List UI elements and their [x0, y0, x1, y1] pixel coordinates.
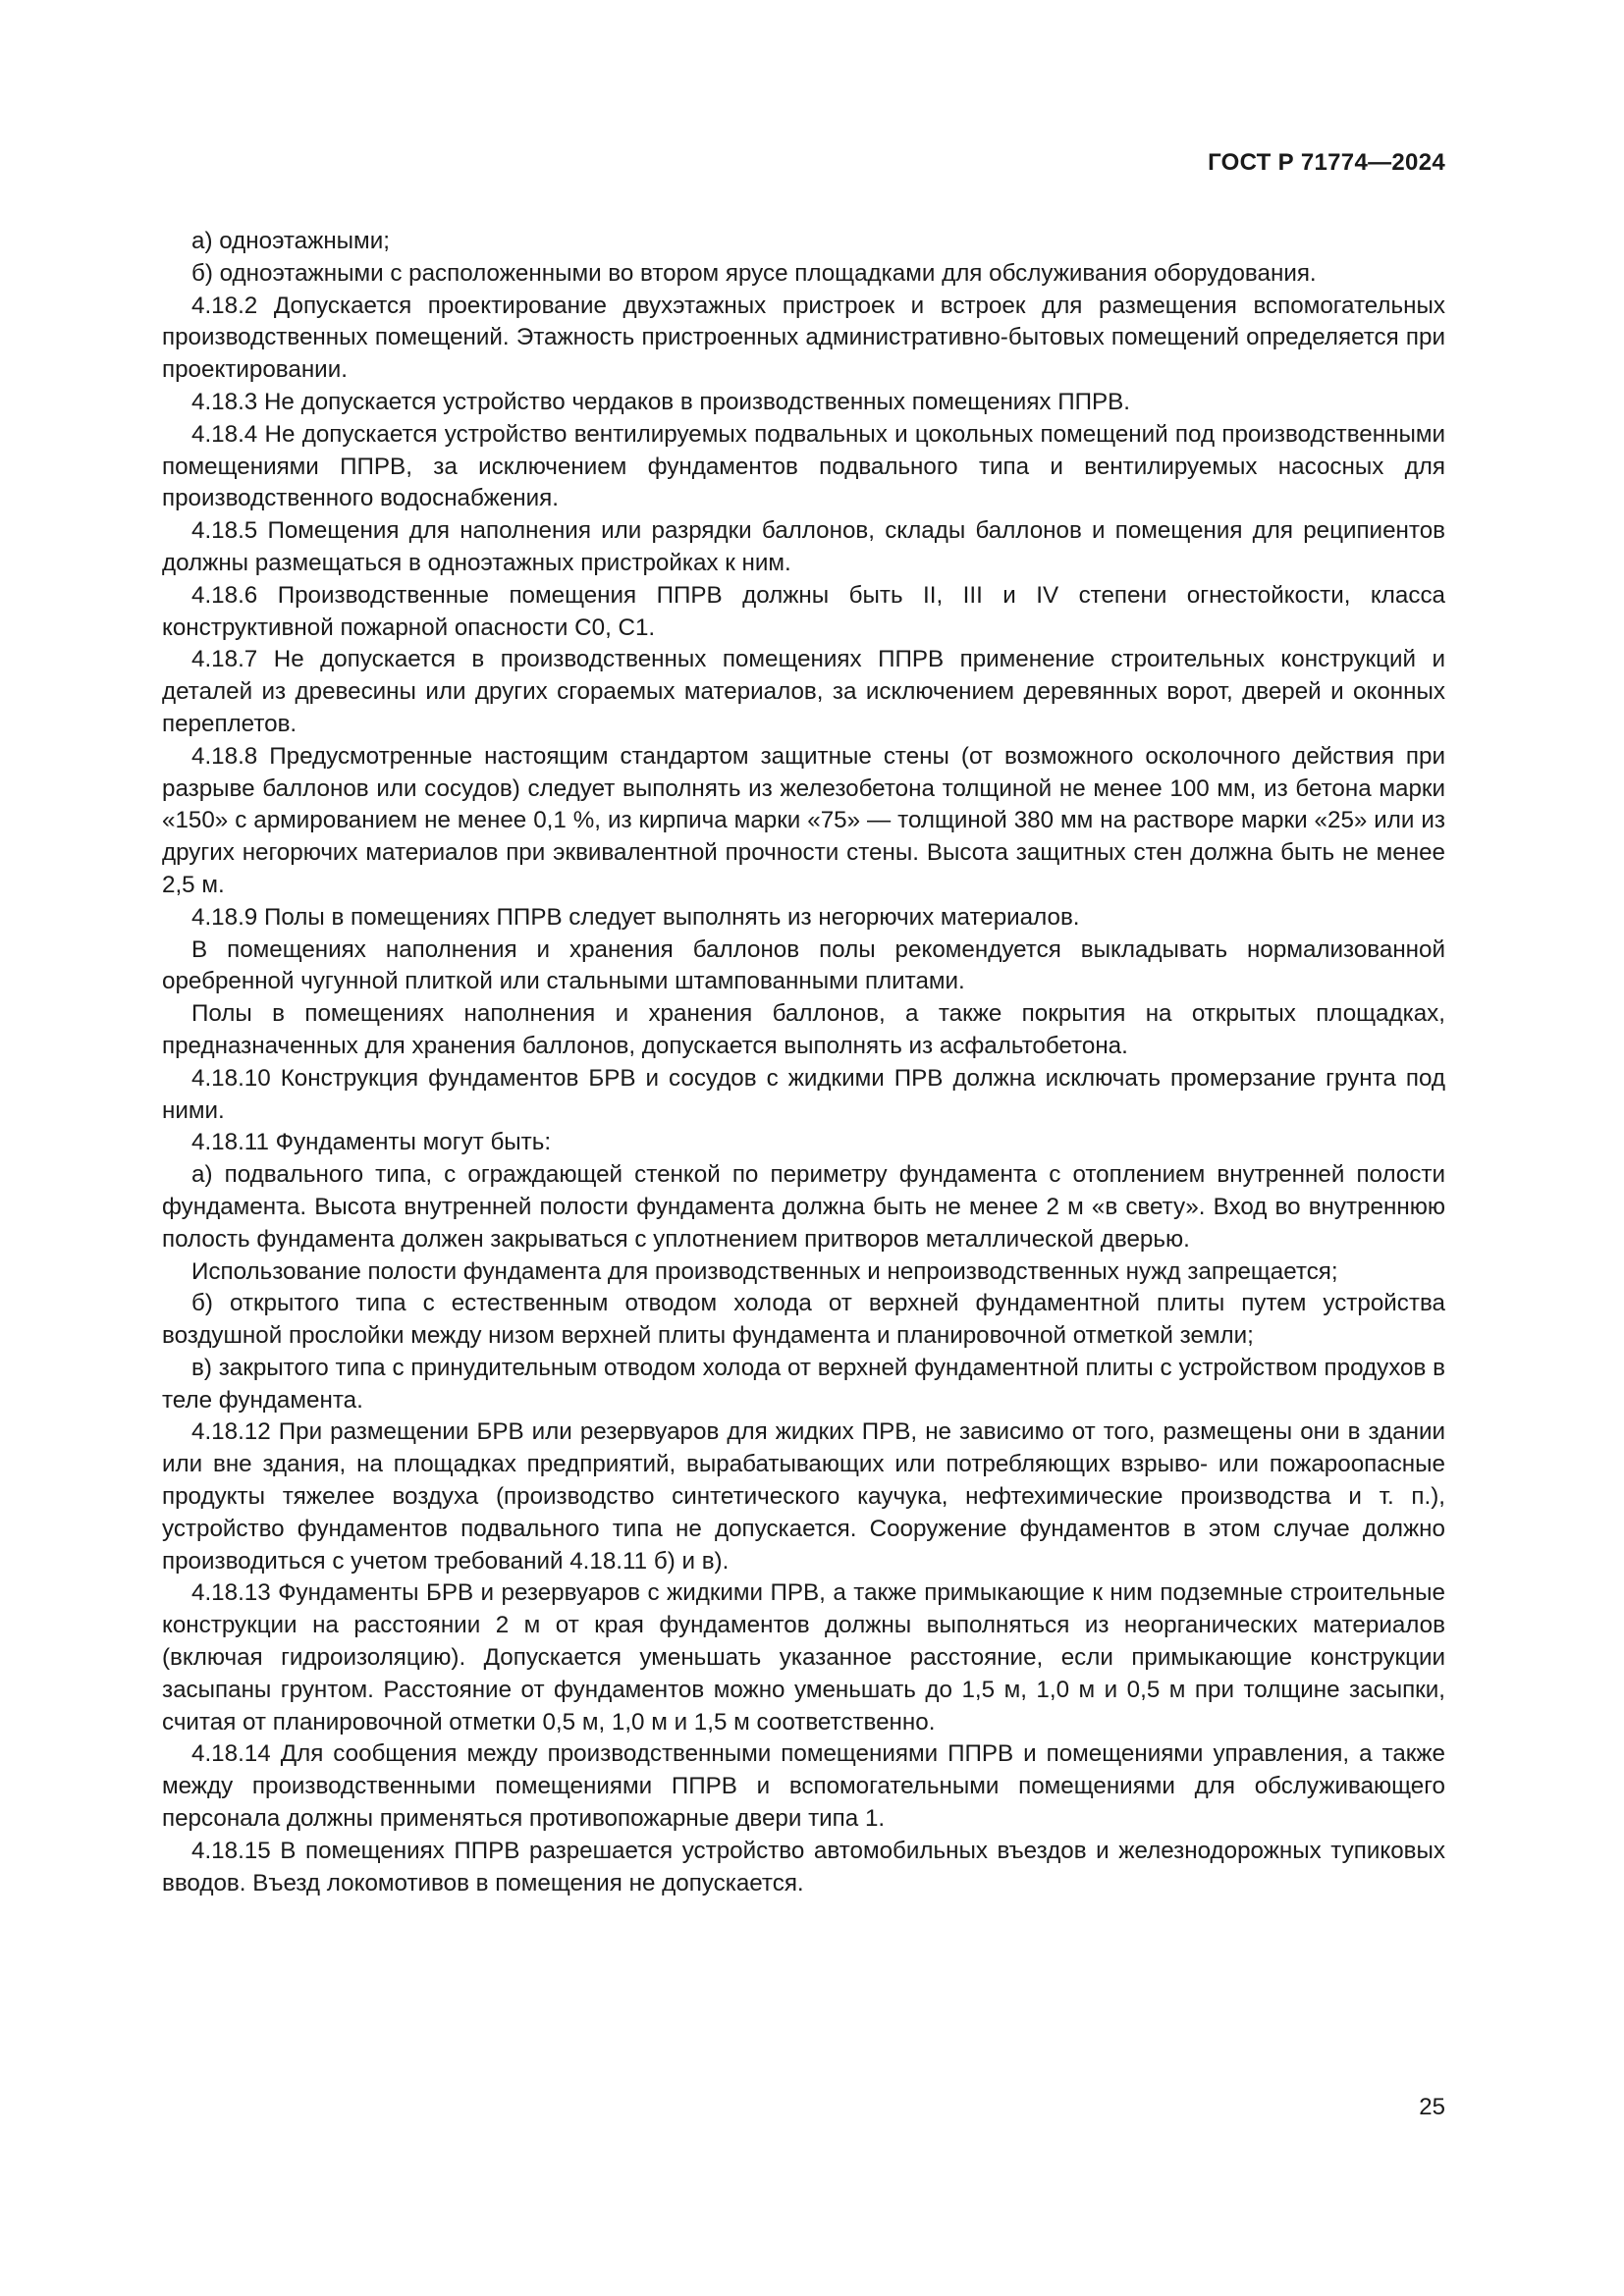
paragraph-item-a: а) одноэтажными; — [191, 228, 390, 254]
paragraph-4-18-4: 4.18.4 Не допускается устройство вентилируемых подвальных и цокольных помещений под производственными помещениями ППРВ, за исключением фундаментов подвального типа и вентилируемых насосных для производственного водоснабжения. — [162, 420, 1445, 512]
paragraph-foundation-b: б) открытого типа с естественным отводом холода от верхней фундаментной плиты путем устройства воздушной прослойки между низом верхней плиты фундамента и планировочной отметкой земли; — [162, 1290, 1445, 1350]
page-number: 25 — [1419, 2094, 1445, 2120]
paragraph-4-18-13: 4.18.13 Фундаменты БРВ и резервуаров с жидкими ПРВ, а также примыкающие к ним подземные строительные конструкции на расстоянии 2 м от края фундаментов должны выполняться из неорганических материалов (включая гидроизоляцию). Допускается уменьшать указанное расстояние, если примыкающие конструкции засыпаны грунтом. Расстояние от фундаментов можно уменьшать до 1,5 м, 1,0 м и 0,5 м при толщине засыпки, считая от планировочной отметки 0,5 м, 1,0 м и 1,5 м соответственно. — [162, 1579, 1445, 1735]
paragraph-4-18-11: 4.18.11 Фундаменты могут быть: — [191, 1129, 552, 1156]
paragraph-foundation-cavity-use: Использование полости фундамента для производственных и непроизводственных нужд запрещается; — [191, 1257, 1338, 1285]
paragraph-floors-filling: В помещениях наполнения и хранения баллонов полы рекомендуется выкладывать нормализованной оребренной чугунной плиткой или стальными штампованными плитами. — [162, 935, 1445, 995]
paragraph-floors-asphalt: Полы в помещениях наполнения и хранения баллонов, а также покрытия на открытых площадках, предназначенных для хранения баллонов, допускается выполнять из асфальтобетона. — [162, 1000, 1445, 1059]
paragraph-4-18-14: 4.18.14 Для сообщения между производственными помещениями ППРВ и помещениями управления, а также между производственными помещениями ППРВ и вспомогательными помещениями для обслуживающего персонала должны применяться противопожарные двери типа 1. — [162, 1740, 1445, 1833]
standard-code-header: ГОСТ Р 71774—2024 — [1208, 149, 1445, 176]
document-body — [162, 226, 1445, 1899]
paragraph-4-18-12: 4.18.12 При размещении БРВ или резервуаров для жидких ПРВ, не зависимо от того, размещены они в здании или вне здания, на площадках предприятий, вырабатывающих или потребляющих взрыво- или пожароопасные продукты тяжелее воздуха (производство синтетического каучука, нефтехимические производства и т. п.), устройство фундаментов подвального типа не допускается. Сооружение фундаментов в этом случае должно производиться с учетом требований 4.18.11 б) и в). — [162, 1418, 1445, 1575]
paragraph-4-18-8: 4.18.8 Предусмотренные настоящим стандартом защитные стены (от возможного осколочного действия при разрыве баллонов или сосудов) следует выполнять из железобетона толщиной не менее 100 мм, из бетона марки «150» с армированием не менее 0,1 %, из кирпича марки «75» — толщиной 380 мм на растворе марки «25» или из других негорючих материалов при эквивалентной прочности стены. Высота защитных стен должна быть не менее 2,5 м. — [162, 742, 1445, 898]
paragraph-4-18-10: 4.18.10 Конструкция фундаментов БРВ и сосудов с жидкими ПРВ должна исключать промерзание грунта под ними. — [162, 1064, 1445, 1124]
paragraph-4-18-5: 4.18.5 Помещения для наполнения или разрядки баллонов, склады баллонов и помещения для реципиентов должны размещаться в одноэтажных пристройках к ним. — [162, 517, 1445, 576]
paragraph-foundation-v: в) закрытого типа с принудительным отводом холода от верхней фундаментной плиты с устройством продухов в теле фундамента. — [162, 1354, 1445, 1414]
paragraph-4-18-9: 4.18.9 Полы в помещениях ППРВ следует выполнять из негорючих материалов. — [191, 903, 1080, 931]
paragraph-4-18-7: 4.18.7 Не допускается в производственных помещениях ППРВ применение строительных конструкций и деталей из древесины или других сгораемых материалов, за исключением деревянных ворот, дверей и оконных переплетов. — [162, 646, 1445, 737]
paragraph-4-18-6: 4.18.6 Производственные помещения ППРВ должны быть II, III и IV степени огнестойкости, класса конструктивной пожарной опасности С0, С1. — [162, 581, 1445, 641]
paragraph-4-18-2: 4.18.2 Допускается проектирование двухэтажных пристроек и встроек для размещения вспомогательных производственных помещений. Этажность пристроенных административно-бытовых помещений определяется при проектировании. — [162, 292, 1445, 384]
paragraph-4-18-15: 4.18.15 В помещениях ППРВ разрешается устройство автомобильных въездов и железнодорожных тупиковых вводов. Въезд локомотивов в помещения не допускается. — [162, 1837, 1445, 1896]
paragraph-foundation-a: а) подвального типа, с ограждающей стенкой по периметру фундамента с отоплением внутренней полости фундамента. Высота внутренней полости фундамента должна быть не менее 2 м «в свету». Вход во внутреннюю полость фундамента должен закрываться с уплотнением притворов металлической дверью. — [162, 1161, 1445, 1253]
paragraph-4-18-3: 4.18.3 Не допускается устройство чердаков в производственных помещениях ППРВ. — [191, 388, 1130, 415]
paragraph-item-b: б) одноэтажными с расположенными во втором ярусе площадками для обслуживания оборудования. — [191, 259, 1317, 287]
